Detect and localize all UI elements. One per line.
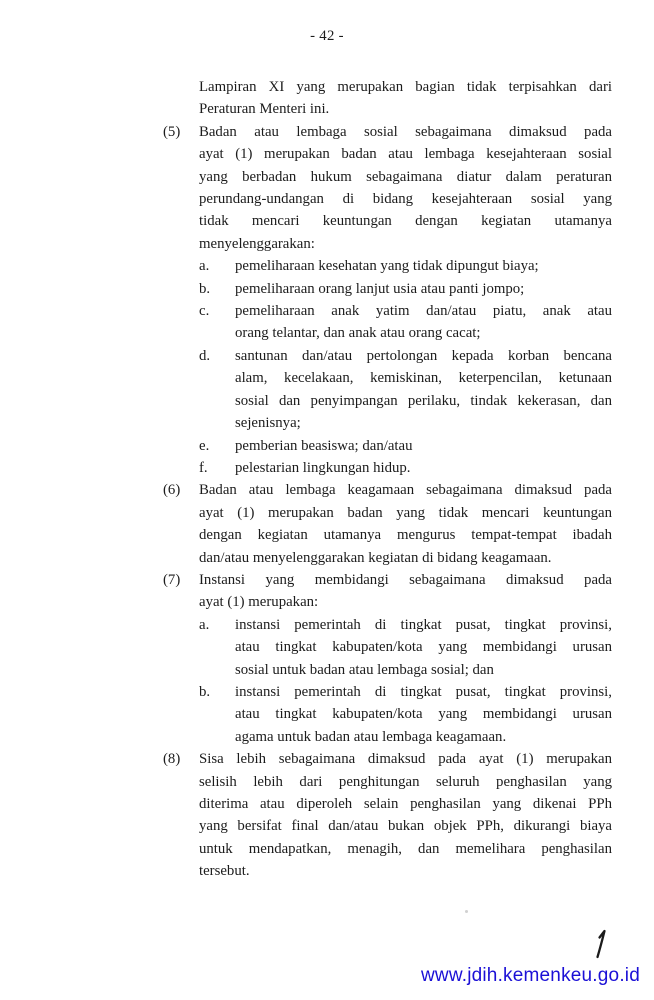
text-line: Lampiran XI yang merupakan bagian tidak terpisahkan dari: [199, 79, 612, 95]
text-line: yang berbadan hukum sebagaimana diatur dalam peraturan: [199, 168, 612, 185]
clause-6-marker: (6): [163, 482, 181, 499]
subclause-5b-marker: b.: [199, 280, 211, 297]
text-line: ayat (1) merupakan badan atau lembaga kesejahteraan sosial: [199, 146, 612, 163]
text-line: sosial dan penyimpangan perilaku, tindak kekerasan, dan: [235, 392, 612, 409]
text-line: pemberian beasiswa; dan/atau: [235, 437, 413, 454]
subclause-5a: [199, 255, 612, 277]
text-line: Peraturan Menteri ini.: [199, 101, 330, 118]
text-line: Instansi yang membidangi sebagaimana dimaksud pada: [199, 571, 612, 588]
paraf-mark-icon: [588, 926, 614, 962]
subclause-5b: [199, 278, 612, 300]
text-line: dengan kegiatan utamanya mengurus tempat-tempat ibadah: [199, 527, 612, 544]
subclause-5f: [199, 457, 612, 479]
text-line: untuk mendapatkan, menagih, dan memelihara penghasilan: [199, 840, 612, 857]
subclause-5d-marker: d.: [199, 347, 211, 364]
text-line: perundang-undangan di bidang kesejahteraan sosial yang: [199, 191, 612, 208]
text-line: selisih lebih dari penghitungan seluruh penghasilan yang: [199, 773, 612, 790]
clause-6: [163, 479, 612, 569]
text-line: Sisa lebih sebagaimana dimaksud pada ayat (1) merupakan: [199, 751, 612, 768]
text-line: agama untuk badan atau lembaga keagamaan.: [235, 728, 507, 745]
text-line: ayat (1) merupakan:: [199, 594, 319, 611]
subclause-7a: [199, 614, 612, 681]
text-line: sosial untuk badan atau lembaga sosial; dan: [235, 661, 494, 678]
page-number: - 42 -: [310, 28, 344, 44]
scan-speck: [465, 910, 468, 913]
subclause-7b-marker: b.: [199, 683, 211, 700]
paragraph-continuation: [163, 76, 612, 121]
text-line: pelestarian lingkungan hidup.: [235, 459, 411, 476]
text-line: atau tingkat kabupaten/kota yang membidangi urusan: [235, 639, 612, 656]
text-line: atau tingkat kabupaten/kota yang membidangi urusan: [235, 706, 612, 723]
document-body: [163, 76, 612, 883]
subclause-5c: [199, 300, 612, 345]
clause-5: [163, 121, 612, 480]
subclause-5f-marker: f.: [199, 459, 208, 476]
text-line: pemeliharaan kesehatan yang tidak dipungut biaya;: [235, 258, 539, 275]
text-line: alam, kecelakaan, kemiskinan, keterpencilan, ketunaan: [235, 370, 612, 387]
clause-7: [163, 569, 612, 748]
subclause-7a-marker: a.: [199, 616, 210, 633]
text-line: pemeliharaan orang lanjut usia atau panti jompo;: [235, 280, 525, 297]
text-line: orang telantar, dan anak atau orang cacat;: [235, 325, 481, 342]
text-line: Badan atau lembaga keagamaan sebagaimana dimaksud pada: [199, 482, 612, 499]
clause-7-marker: (7): [163, 571, 181, 588]
text-line: dan/atau menyelenggarakan kegiatan di bidang keagamaan.: [199, 549, 552, 566]
subclause-5e-marker: e.: [199, 437, 210, 454]
text-line: Badan atau lembaga sosial sebagaimana dimaksud pada: [199, 123, 612, 140]
text-line: pemeliharaan anak yatim dan/atau piatu, anak atau: [235, 303, 612, 320]
text-line: instansi pemerintah di tingkat pusat, tingkat provinsi,: [235, 616, 612, 633]
text-line: diterima atau diperoleh selain penghasilan yang dikenai PPh: [199, 796, 612, 812]
clause-8: [163, 748, 612, 882]
text-line: yang bersifat final dan/atau bukan objek PPh, dikurangi biaya: [199, 818, 612, 835]
clause-5-marker: (5): [163, 123, 181, 140]
subclause-5a-marker: a.: [199, 258, 210, 275]
subclause-5c-marker: c.: [199, 303, 210, 320]
clause-8-marker: (8): [163, 751, 181, 768]
text-line: tersebut.: [199, 863, 250, 880]
text-line: menyelenggarakan:: [199, 235, 315, 252]
text-line: tidak mencari keuntungan dengan kegiatan utamanya: [199, 213, 612, 230]
text-line: sejenisnya;: [235, 415, 301, 432]
subclause-5e: [199, 435, 612, 457]
subclause-7b: [199, 681, 612, 748]
text-line: santunan dan/atau pertolongan kepada korban bencana: [235, 347, 612, 364]
subclause-5d: [199, 345, 612, 435]
text-line: ayat (1) merupakan badan yang tidak mencari keuntungan: [199, 504, 612, 521]
footer-url-link[interactable]: www.jdih.kemenkeu.go.id: [421, 965, 640, 986]
text-line: instansi pemerintah di tingkat pusat, tingkat provinsi,: [235, 683, 612, 700]
